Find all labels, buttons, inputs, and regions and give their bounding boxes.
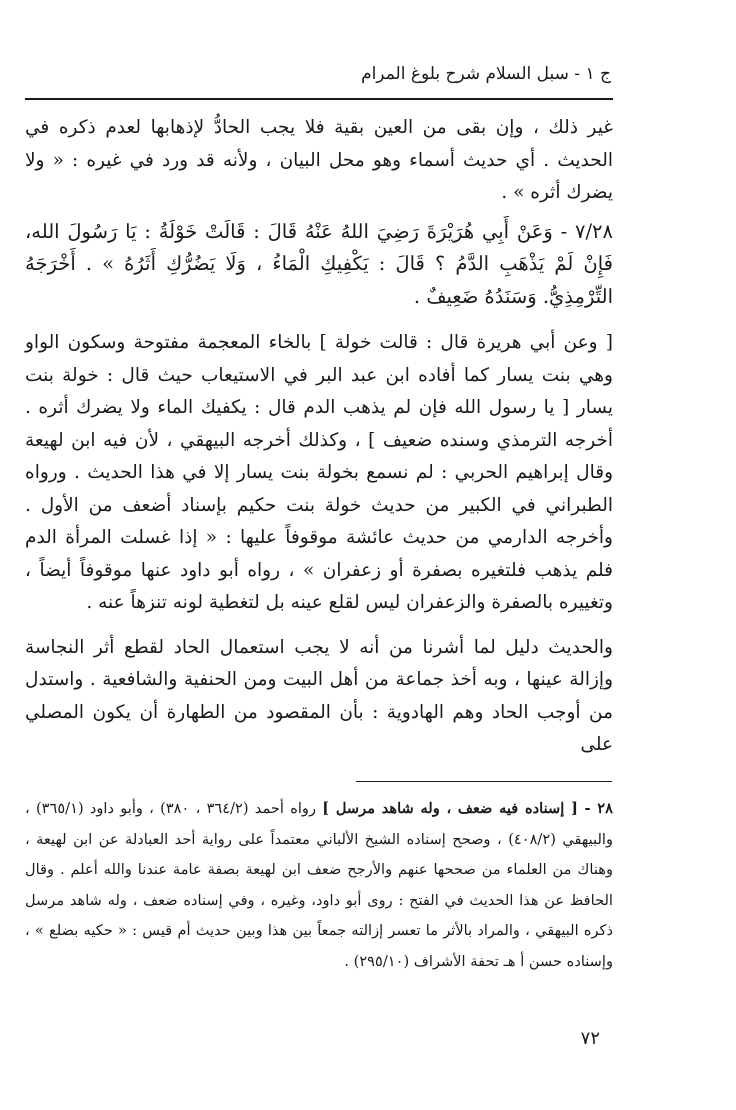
page-number: ٧٢ — [580, 1028, 600, 1049]
hadith-text: ٧/٢٨ - وَعَنْ أَبِي هُرَيْرَةَ رَضِيَ اللهُ عَنْهُ قَالَ : قَالَتْ خَوْلَةُ : يَا رَسُولَ الله، فَإِنْ لَمْ يَذْهَبِ الدَّمُ ؟ قَالَ : يَكْفِيكِ الْمَاءُ ، وَلَا يَضُرُّكِ أَثَرُهُ » . أَخْرَجَهُ التِّرْمِذِيُّ. وَسَنَدُهُ ضَعِيفٌ . — [25, 219, 613, 308]
footnote-rule — [356, 781, 612, 782]
running-header: ج ١ - سبل السلام شرح بلوغ المرام — [361, 64, 611, 84]
header-rule — [25, 98, 613, 100]
footnote — [25, 794, 613, 977]
continuation-paragraph: غير ذلك ، وإن بقى من العين بقية فلا يجب الحادُّ لإذهابها لعدم ذكره في الحديث . أي حديث أسماء وهو محل البيان ، ولأنه قد ورد في غيره : « ولا يضرك أثره » . — [25, 117, 613, 203]
commentary-paragraph-1: [ وعن أبي هريرة قال : قالت خولة ] بالخاء المعجمة مفتوحة وسكون الواو وهي بنت يسار كما أفاده ابن عبد البر في الاستيعاب حيث قال : خولة بنت يسار [ يا رسول الله فإن لم يذهب الدم قال : يكفيك الماء ولا يضرك أثره . أخرجه الترمذي وسنده ضعيف ] ، وكذلك أخرجه البيهقي ، لأن فيه ابن لهيعة وقال إبراهيم الحربي : لم نسمع بخولة بنت يسار إلا في هذا الحديث . ورواه الطبراني في الكبير من حديث خولة بنت حكيم بإسناد أضعف من الأول . وأخرجه الدارمي من حديث عائشة موقوفاً عليها : « إذا غسلت المرأة الدم فلم يذهب فلتغيره بصفرة أو زعفران » ، رواه أبو داود عنها موقوفاً أيضاً ، وتغييره بالصفرة والزعفران ليس لقلع عينه بل لتغطية لونه تنزهاً عنه . — [25, 332, 613, 613]
footnote-text: رواه أحمد (٣٦٤/٢ ، ٣٨٠) ، وأبو داود (٣٦٥/١) ، والبيهقي (٤٠٨/٢) ، وصحح إسناده الشيخ الألباني معتمداً على رواية أحد العبادلة عن ابن لهيعة ، وهناك من العلماء من صححها عنهم والأرجح ضعف ابن لهيعة بصفة عامة عندنا والله أعلم . وقال الحافظ عن هذا الحديث في الفتح : روى أبو داود، وغيره ، وفي إسناده ضعف ، وله شاهد مرسل ذكره البيهقي ، والمراد بالأثر ما تعسر إزالته جمعاً بين هذا وبين حديث أم قيس : « حكيه بضلع » ، وإسناده حسن أ هـ تحفة الأشراف (٢٩٥/١٠) . — [25, 800, 613, 970]
footnote-label: ٢٨ - [ إسناده فيه ضعف ، وله شاهد مرسل ] — [322, 800, 613, 817]
commentary-paragraph-2: والحديث دليل لما أشرنا من أنه لا يجب استعمال الحاد لقطع أثر النجاسة وإزالة عينها ، وبه أخذ جماعة من أهل البيت ومن الحنفية والشافعية . واستدل من أوجب الحاد وهم الهادوية : بأن المقصود من الطهارة أن يكون المصلي على — [25, 636, 613, 755]
main-text — [25, 112, 613, 762]
